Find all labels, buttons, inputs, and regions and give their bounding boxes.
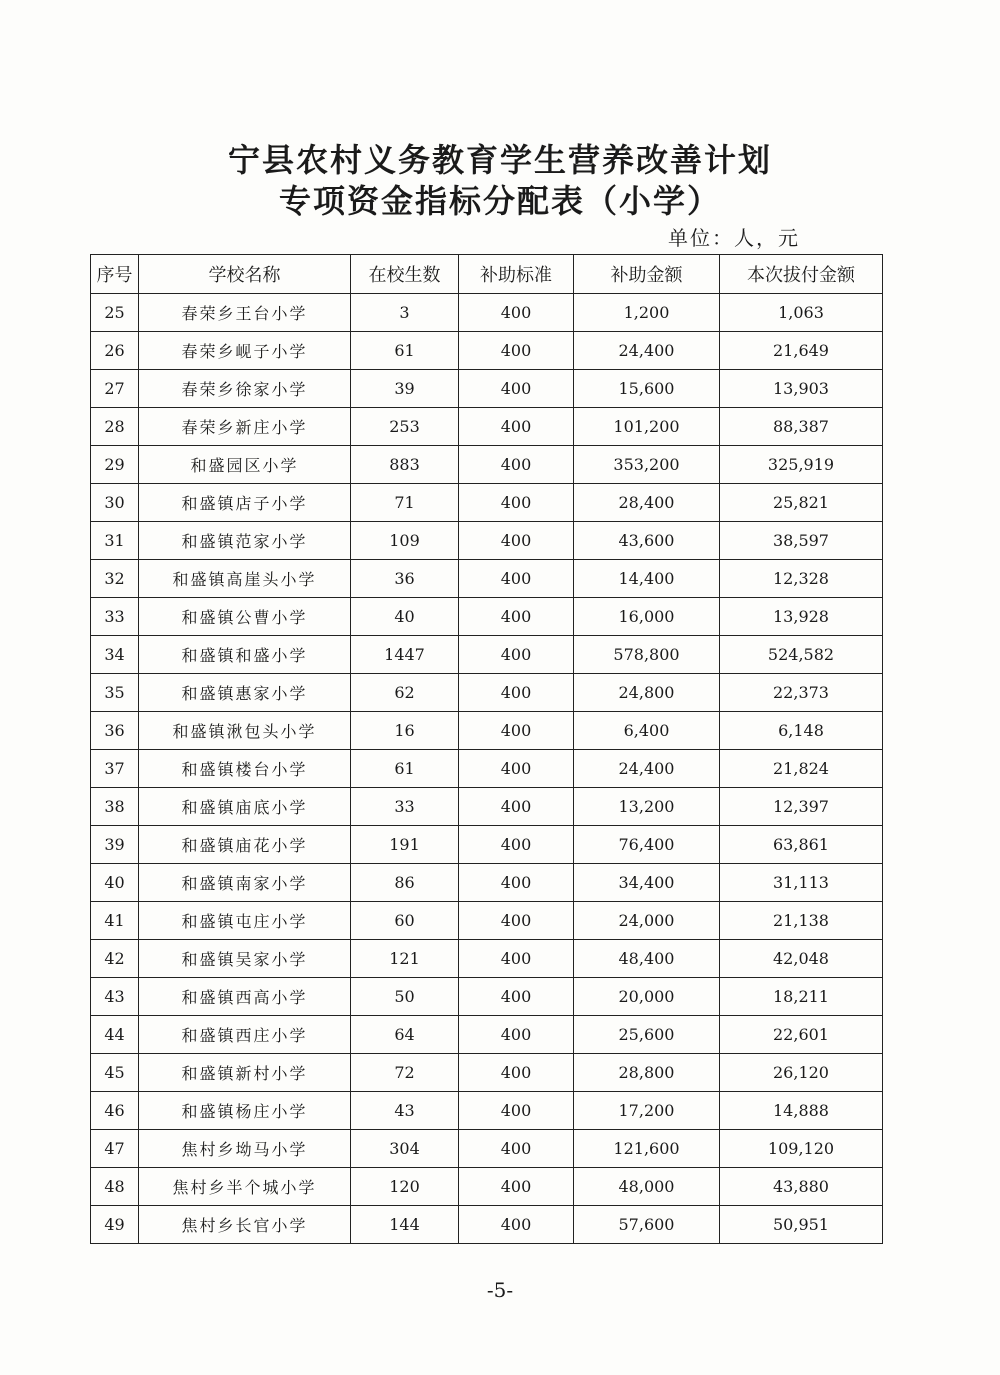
subsidy-amount: 24,400 — [574, 332, 720, 370]
subsidy-amount: 48,400 — [574, 940, 720, 978]
subsidy-amount: 16,000 — [574, 598, 720, 636]
row-index: 37 — [91, 750, 139, 788]
disbursed-amount: 13,928 — [720, 598, 883, 636]
header-index: 序号 — [91, 255, 139, 294]
subsidy-amount: 578,800 — [574, 636, 720, 674]
subsidy-standard: 400 — [459, 940, 574, 978]
school-name: 和盛镇新村小学 — [139, 1054, 351, 1092]
subsidy-standard: 400 — [459, 598, 574, 636]
table-row — [91, 294, 883, 332]
student-count: 191 — [351, 826, 459, 864]
student-count: 60 — [351, 902, 459, 940]
table-row — [91, 1054, 883, 1092]
disbursed-amount: 1,063 — [720, 294, 883, 332]
table-row — [91, 712, 883, 750]
row-index: 36 — [91, 712, 139, 750]
disbursed-amount: 13,903 — [720, 370, 883, 408]
school-name: 和盛镇店子小学 — [139, 484, 351, 522]
subsidy-amount: 24,000 — [574, 902, 720, 940]
document-title-line-2: 专项资金指标分配表（小学） — [278, 182, 721, 220]
row-index: 44 — [91, 1016, 139, 1054]
row-index: 27 — [91, 370, 139, 408]
subsidy-standard: 400 — [459, 788, 574, 826]
subsidy-standard: 400 — [459, 370, 574, 408]
school-name: 春荣乡徐家小学 — [139, 370, 351, 408]
student-count: 43 — [351, 1092, 459, 1130]
disbursed-amount: 22,601 — [720, 1016, 883, 1054]
subsidy-standard: 400 — [459, 902, 574, 940]
row-index: 29 — [91, 446, 139, 484]
disbursed-amount: 43,880 — [720, 1168, 883, 1206]
document-title-line-1: 宁县农村义务教育学生营养改善计划 — [227, 141, 772, 179]
subsidy-standard: 400 — [459, 1168, 574, 1206]
disbursed-amount: 38,597 — [720, 522, 883, 560]
disbursed-amount: 50,951 — [720, 1206, 883, 1244]
subsidy-standard: 400 — [459, 1206, 574, 1244]
school-name: 和盛镇屯庄小学 — [139, 902, 351, 940]
header-student-count: 在校生数 — [351, 255, 459, 294]
student-count: 121 — [351, 940, 459, 978]
student-count: 109 — [351, 522, 459, 560]
row-index: 49 — [91, 1206, 139, 1244]
disbursed-amount: 18,211 — [720, 978, 883, 1016]
disbursed-amount: 21,138 — [720, 902, 883, 940]
table-row — [91, 1168, 883, 1206]
row-index: 34 — [91, 636, 139, 674]
subsidy-amount: 25,600 — [574, 1016, 720, 1054]
row-index: 31 — [91, 522, 139, 560]
subsidy-standard: 400 — [459, 446, 574, 484]
student-count: 40 — [351, 598, 459, 636]
student-count: 3 — [351, 294, 459, 332]
subsidy-standard: 400 — [459, 332, 574, 370]
subsidy-amount: 48,000 — [574, 1168, 720, 1206]
subsidy-standard: 400 — [459, 712, 574, 750]
subsidy-standard: 400 — [459, 864, 574, 902]
page-number: -5- — [486, 1278, 514, 1302]
table-row — [91, 484, 883, 522]
disbursed-amount: 88,387 — [720, 408, 883, 446]
allocation-table — [90, 254, 883, 1244]
student-count: 1447 — [351, 636, 459, 674]
school-name: 和盛镇楼台小学 — [139, 750, 351, 788]
table-body — [91, 294, 883, 1244]
row-index: 28 — [91, 408, 139, 446]
subsidy-amount: 15,600 — [574, 370, 720, 408]
school-name: 和盛镇西高小学 — [139, 978, 351, 1016]
student-count: 50 — [351, 978, 459, 1016]
subsidy-amount: 121,600 — [574, 1130, 720, 1168]
subsidy-standard: 400 — [459, 484, 574, 522]
disbursed-amount: 14,888 — [720, 1092, 883, 1130]
table-row — [91, 978, 883, 1016]
subsidy-standard: 400 — [459, 560, 574, 598]
student-count: 144 — [351, 1206, 459, 1244]
table-row — [91, 674, 883, 712]
row-index: 45 — [91, 1054, 139, 1092]
table-row — [91, 864, 883, 902]
row-index: 40 — [91, 864, 139, 902]
row-index: 35 — [91, 674, 139, 712]
table-row — [91, 1092, 883, 1130]
school-name: 和盛镇西庄小学 — [139, 1016, 351, 1054]
school-name: 和盛镇高崖头小学 — [139, 560, 351, 598]
row-index: 41 — [91, 902, 139, 940]
table-row — [91, 902, 883, 940]
student-count: 64 — [351, 1016, 459, 1054]
student-count: 883 — [351, 446, 459, 484]
row-index: 30 — [91, 484, 139, 522]
table-row — [91, 598, 883, 636]
school-name: 和盛镇南家小学 — [139, 864, 351, 902]
row-index: 43 — [91, 978, 139, 1016]
subsidy-standard: 400 — [459, 294, 574, 332]
subsidy-standard: 400 — [459, 636, 574, 674]
disbursed-amount: 31,113 — [720, 864, 883, 902]
school-name: 春荣乡新庄小学 — [139, 408, 351, 446]
row-index: 33 — [91, 598, 139, 636]
disbursed-amount: 21,649 — [720, 332, 883, 370]
row-index: 48 — [91, 1168, 139, 1206]
school-name: 和盛镇和盛小学 — [139, 636, 351, 674]
table-row — [91, 826, 883, 864]
subsidy-amount: 17,200 — [574, 1092, 720, 1130]
subsidy-amount: 43,600 — [574, 522, 720, 560]
subsidy-standard: 400 — [459, 674, 574, 712]
student-count: 36 — [351, 560, 459, 598]
subsidy-amount: 101,200 — [574, 408, 720, 446]
row-index: 46 — [91, 1092, 139, 1130]
school-name: 焦村乡半个城小学 — [139, 1168, 351, 1206]
student-count: 61 — [351, 750, 459, 788]
student-count: 304 — [351, 1130, 459, 1168]
subsidy-amount: 24,400 — [574, 750, 720, 788]
school-name: 春荣乡岘子小学 — [139, 332, 351, 370]
subsidy-standard: 400 — [459, 750, 574, 788]
unit-label: 单位：人，元 — [668, 226, 800, 250]
disbursed-amount: 42,048 — [720, 940, 883, 978]
school-name: 和盛园区小学 — [139, 446, 351, 484]
row-index: 26 — [91, 332, 139, 370]
subsidy-amount: 34,400 — [574, 864, 720, 902]
table-row — [91, 446, 883, 484]
disbursed-amount: 63,861 — [720, 826, 883, 864]
subsidy-amount: 57,600 — [574, 1206, 720, 1244]
header-disbursed-amount: 本次拔付金额 — [720, 255, 883, 294]
student-count: 61 — [351, 332, 459, 370]
row-index: 38 — [91, 788, 139, 826]
table-row — [91, 788, 883, 826]
table-row — [91, 1130, 883, 1168]
subsidy-amount: 76,400 — [574, 826, 720, 864]
subsidy-standard: 400 — [459, 1092, 574, 1130]
subsidy-amount: 14,400 — [574, 560, 720, 598]
disbursed-amount: 12,397 — [720, 788, 883, 826]
school-name: 和盛镇庙花小学 — [139, 826, 351, 864]
school-name: 和盛镇庙底小学 — [139, 788, 351, 826]
student-count: 16 — [351, 712, 459, 750]
table-row — [91, 1016, 883, 1054]
subsidy-amount: 6,400 — [574, 712, 720, 750]
subsidy-amount: 353,200 — [574, 446, 720, 484]
school-name: 和盛镇惠家小学 — [139, 674, 351, 712]
row-index: 47 — [91, 1130, 139, 1168]
subsidy-standard: 400 — [459, 1130, 574, 1168]
row-index: 25 — [91, 294, 139, 332]
disbursed-amount: 6,148 — [720, 712, 883, 750]
disbursed-amount: 325,919 — [720, 446, 883, 484]
header-subsidy-standard: 补助标准 — [459, 255, 574, 294]
table-row — [91, 522, 883, 560]
subsidy-standard: 400 — [459, 978, 574, 1016]
row-index: 39 — [91, 826, 139, 864]
disbursed-amount: 12,328 — [720, 560, 883, 598]
student-count: 120 — [351, 1168, 459, 1206]
table-row — [91, 636, 883, 674]
student-count: 253 — [351, 408, 459, 446]
subsidy-amount: 28,400 — [574, 484, 720, 522]
student-count: 39 — [351, 370, 459, 408]
school-name: 焦村乡长官小学 — [139, 1206, 351, 1244]
disbursed-amount: 26,120 — [720, 1054, 883, 1092]
table-row — [91, 1206, 883, 1244]
student-count: 62 — [351, 674, 459, 712]
table-row — [91, 750, 883, 788]
subsidy-standard: 400 — [459, 408, 574, 446]
subsidy-standard: 400 — [459, 826, 574, 864]
row-index: 42 — [91, 940, 139, 978]
school-name: 焦村乡坳马小学 — [139, 1130, 351, 1168]
disbursed-amount: 524,582 — [720, 636, 883, 674]
subsidy-amount: 20,000 — [574, 978, 720, 1016]
subsidy-amount: 1,200 — [574, 294, 720, 332]
table-row — [91, 370, 883, 408]
disbursed-amount: 25,821 — [720, 484, 883, 522]
school-name: 和盛镇湫包头小学 — [139, 712, 351, 750]
row-index: 32 — [91, 560, 139, 598]
subsidy-amount: 13,200 — [574, 788, 720, 826]
student-count: 71 — [351, 484, 459, 522]
school-name: 和盛镇吴家小学 — [139, 940, 351, 978]
subsidy-amount: 24,800 — [574, 674, 720, 712]
student-count: 33 — [351, 788, 459, 826]
table-row — [91, 940, 883, 978]
subsidy-standard: 400 — [459, 1054, 574, 1092]
school-name: 和盛镇杨庄小学 — [139, 1092, 351, 1130]
student-count: 72 — [351, 1054, 459, 1092]
subsidy-standard: 400 — [459, 1016, 574, 1054]
header-subsidy-amount: 补助金额 — [574, 255, 720, 294]
table-row — [91, 332, 883, 370]
disbursed-amount: 22,373 — [720, 674, 883, 712]
disbursed-amount: 109,120 — [720, 1130, 883, 1168]
subsidy-amount: 28,800 — [574, 1054, 720, 1092]
table-row — [91, 408, 883, 446]
subsidy-standard: 400 — [459, 522, 574, 560]
school-name: 和盛镇公曹小学 — [139, 598, 351, 636]
header-school-name: 学校名称 — [139, 255, 351, 294]
school-name: 春荣乡王台小学 — [139, 294, 351, 332]
table-header-row — [91, 255, 883, 294]
school-name: 和盛镇范家小学 — [139, 522, 351, 560]
disbursed-amount: 21,824 — [720, 750, 883, 788]
student-count: 86 — [351, 864, 459, 902]
table-row — [91, 560, 883, 598]
